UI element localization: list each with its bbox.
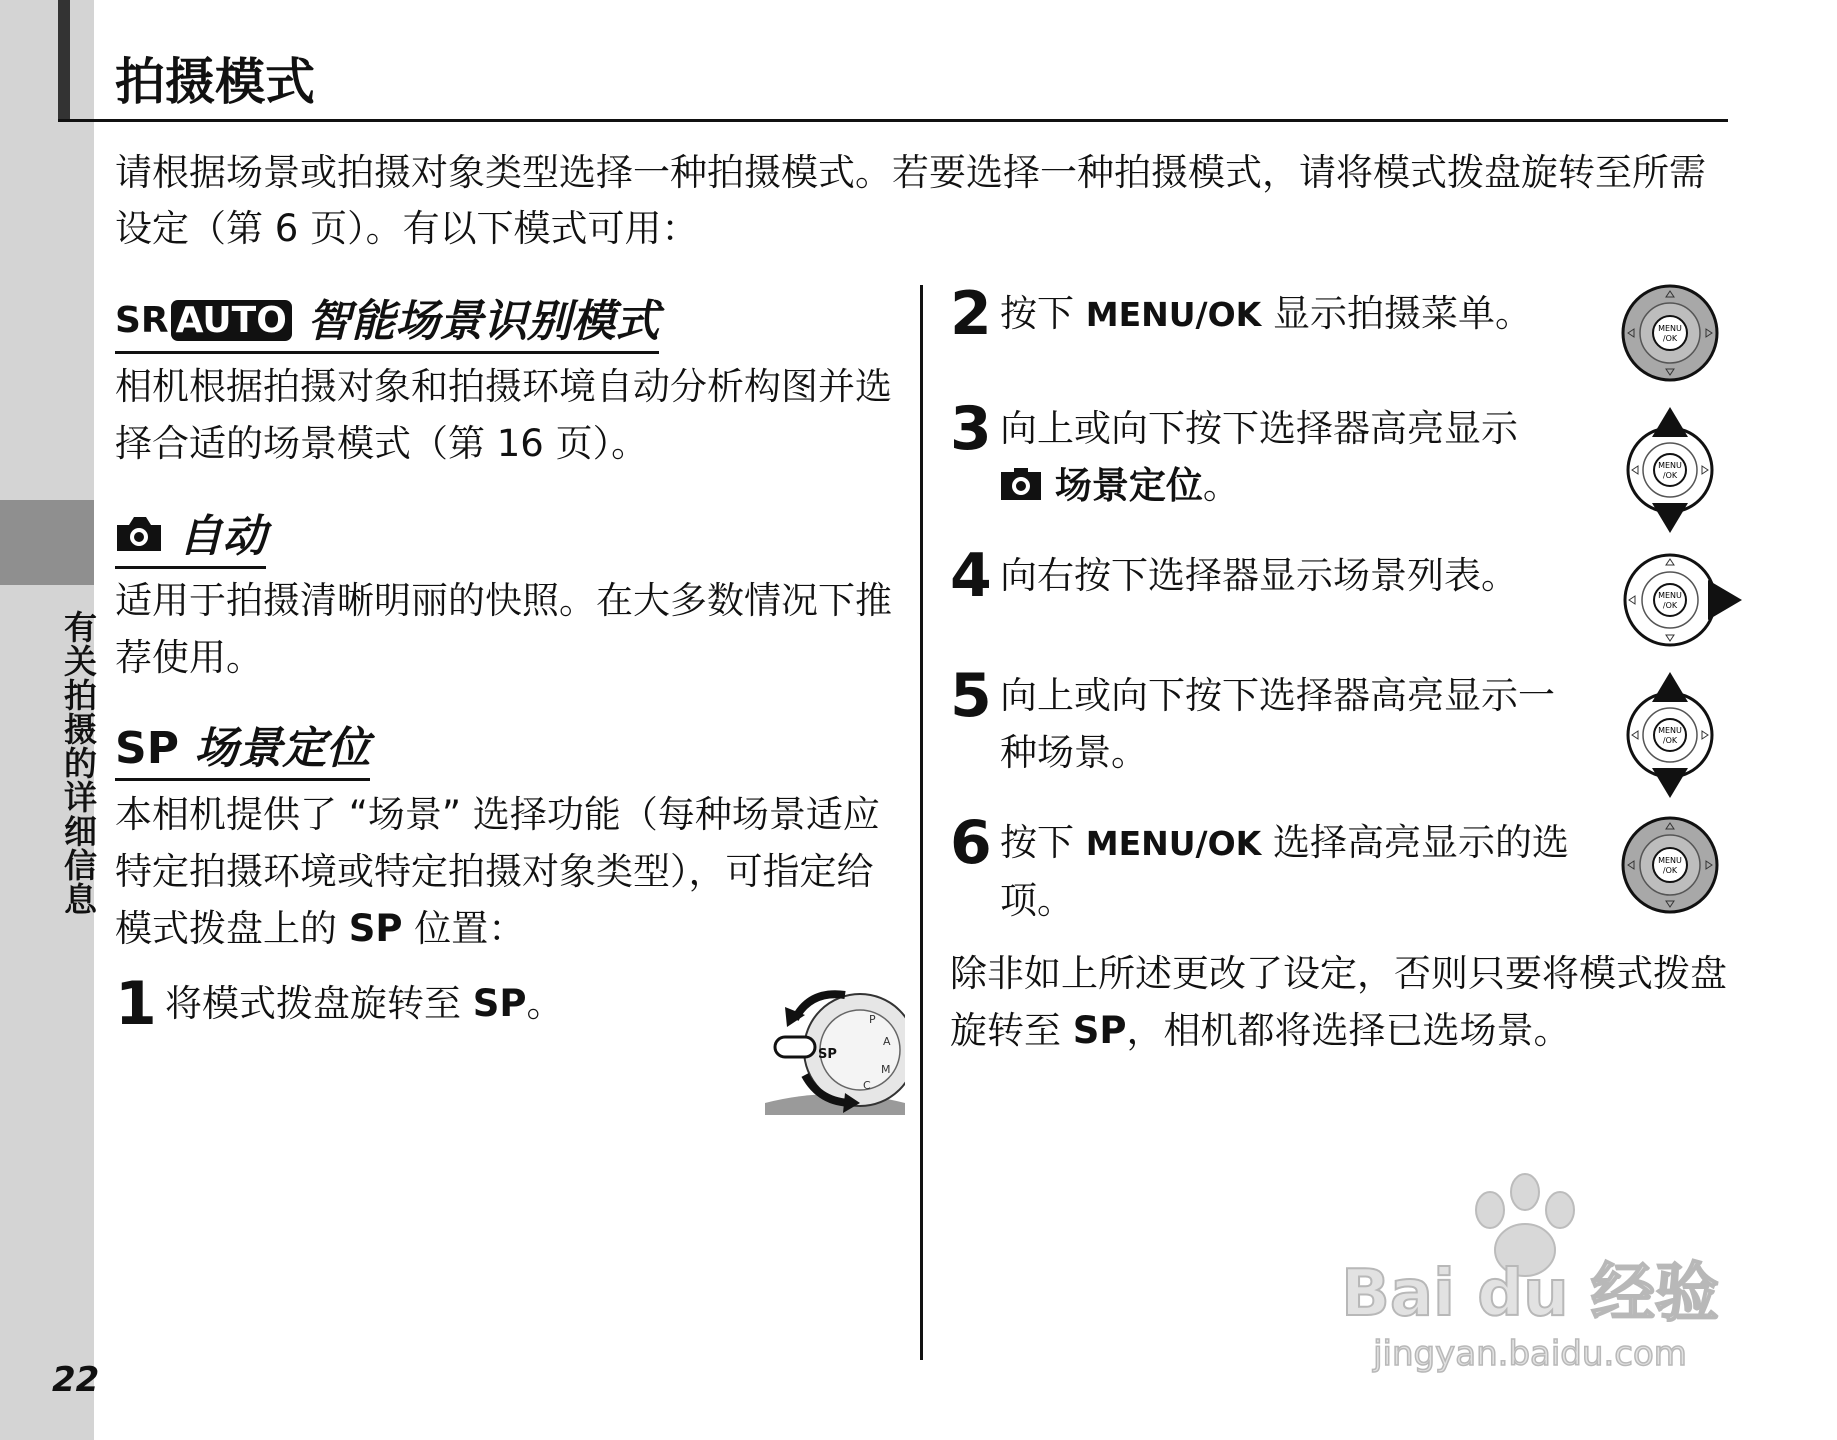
camera-icon bbox=[115, 513, 163, 553]
mode-dial-illustration bbox=[765, 985, 905, 1115]
svg-text:M: M bbox=[881, 1063, 891, 1076]
auto-body: 适用于拍摄清晰明丽的快照。在大多数情况下推荐使用。 bbox=[115, 579, 892, 679]
srauto-body: 相机根据拍摄对象和拍摄环境自动分析构图并选择合适的场景模式（第 16 页）。 bbox=[115, 365, 892, 465]
selector-right-icon bbox=[1620, 550, 1745, 650]
auto-heading-text: 自动 bbox=[178, 511, 267, 562]
step-text: 按下 MENU/OK 选择高亮显示的选项。 bbox=[1000, 821, 1570, 922]
svg-text:/OK: /OK bbox=[1662, 471, 1678, 480]
intro-paragraph: 请根据场景或拍摄对象类型选择一种拍摄模式。若要选择一种拍摄模式，请将模式拨盘旋转至所需设定（第 6 页）。有以下模式可用： bbox=[115, 151, 1706, 250]
title-accent-bar bbox=[58, 0, 70, 122]
title-divider bbox=[58, 119, 1728, 122]
svg-text:MENU: MENU bbox=[1658, 856, 1682, 865]
chapter-tab-marker bbox=[0, 500, 94, 585]
step-number: 4 bbox=[950, 541, 992, 611]
page-title: 拍摄模式 bbox=[115, 53, 315, 111]
srauto-heading-text: 智能场景识别模式 bbox=[307, 296, 660, 347]
step-text: 按下 MENU/OK 显示拍摄菜单。 bbox=[1000, 292, 1533, 335]
svg-text:MENU: MENU bbox=[1658, 591, 1682, 600]
step-text: 向上或向下按下选择器高亮显示 场景定位。 bbox=[1000, 407, 1518, 507]
column-divider bbox=[920, 285, 923, 1360]
svg-text:MENU: MENU bbox=[1658, 324, 1682, 333]
chapter-label: 有关拍摄的详细信息 bbox=[59, 610, 98, 916]
svg-text:SP: SP bbox=[818, 1047, 837, 1062]
svg-text:A: A bbox=[883, 1035, 891, 1048]
svg-text:/OK: /OK bbox=[1662, 601, 1678, 610]
selector-up-down-icon bbox=[1620, 670, 1720, 800]
step-number: 3 bbox=[950, 394, 992, 464]
menu-ok-dial-icon bbox=[1620, 815, 1720, 915]
step-number: 2 bbox=[950, 279, 992, 349]
step-number: 5 bbox=[950, 661, 992, 731]
auto-heading bbox=[115, 500, 266, 569]
svg-text:jingyan.baidu.com: jingyan.baidu.com bbox=[1373, 1334, 1687, 1374]
step-text: 向上或向下按下选择器高亮显示一种场景。 bbox=[1000, 674, 1555, 774]
step-number: 6 bbox=[950, 808, 992, 878]
svg-text:/OK: /OK bbox=[1662, 866, 1678, 875]
svg-text:MENU: MENU bbox=[1658, 461, 1682, 470]
svg-text:C: C bbox=[863, 1079, 871, 1092]
srauto-heading bbox=[115, 285, 659, 354]
svg-text:/OK: /OK bbox=[1662, 334, 1678, 343]
step-text: 向右按下选择器显示场景列表。 bbox=[1000, 554, 1518, 597]
sp-heading-text: 场景定位 bbox=[194, 723, 371, 774]
sp-heading bbox=[115, 712, 370, 781]
page-number: 22 bbox=[52, 1360, 100, 1400]
sp-body: 本相机提供了 “场景” 选择功能（每种场景适应特定拍摄环境或特定拍摄对象类型），可指定给模式拨盘上的 SP 位置： bbox=[115, 793, 880, 950]
baidu-jingyan-watermark bbox=[1320, 1170, 1740, 1380]
sp-code: SP bbox=[115, 723, 179, 774]
srauto-icon: SR AUTO bbox=[115, 300, 292, 341]
selector-up-down-icon bbox=[1620, 405, 1720, 535]
step-number: 1 bbox=[115, 969, 157, 1039]
svg-text:/OK: /OK bbox=[1662, 736, 1678, 745]
svg-text:P: P bbox=[869, 1013, 876, 1026]
menu-ok-dial-icon bbox=[1620, 283, 1720, 383]
scene-camera-icon bbox=[1000, 468, 1042, 502]
svg-text:Bai du 经验: Bai du 经验 bbox=[1341, 1257, 1719, 1331]
closing-paragraph: 除非如上所述更改了设定，否则只要将模式拨盘旋转至 SP，相机都将选择已选场景。 bbox=[950, 952, 1727, 1052]
step-text: 将模式拨盘旋转至 SP。 bbox=[165, 982, 564, 1025]
svg-text:MENU: MENU bbox=[1658, 726, 1682, 735]
